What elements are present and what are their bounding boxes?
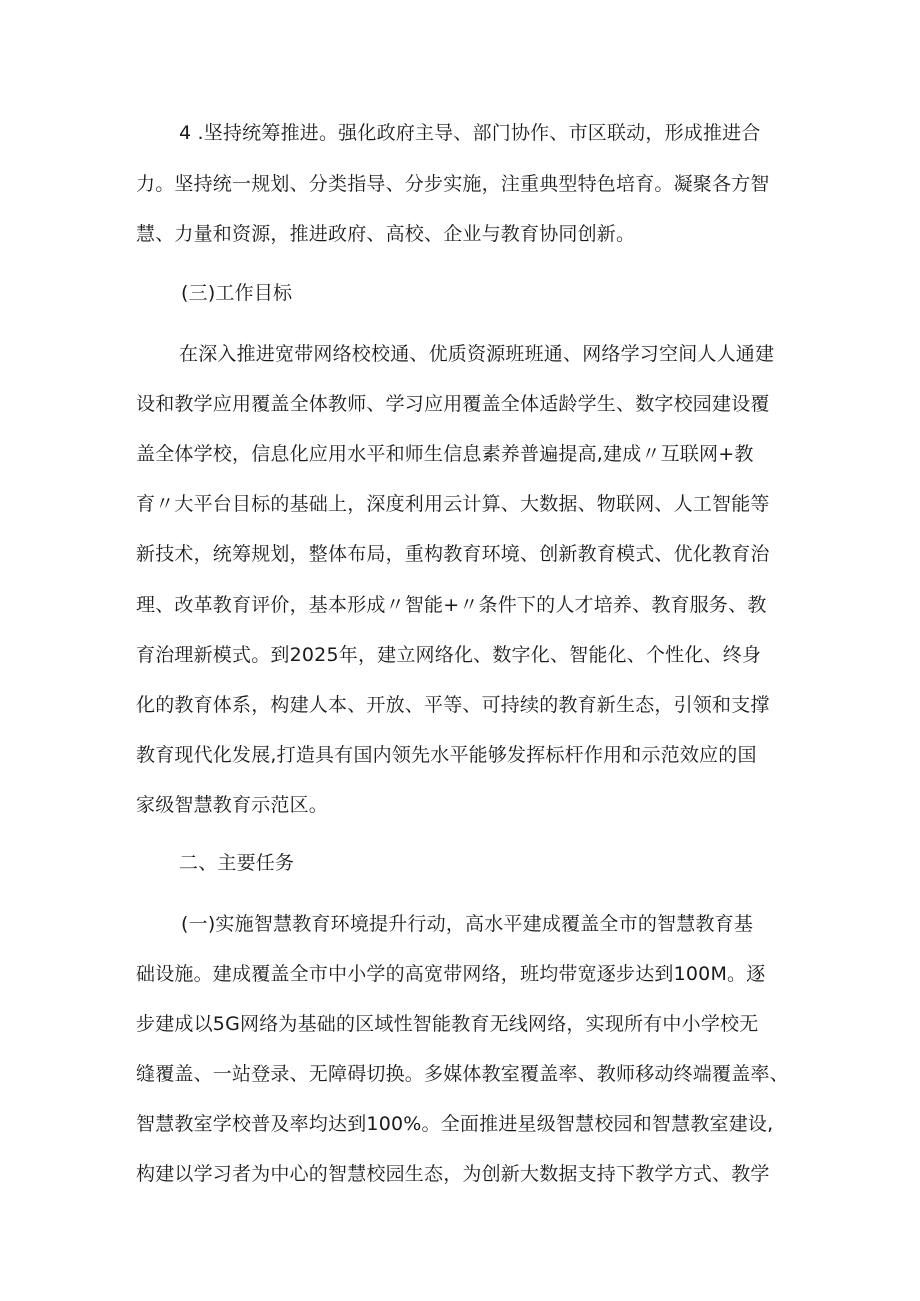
paragraph-goal-line-3: 盖全体学校，信息化应用水平和师生信息素养普遍提高,建成〃互联网+教 <box>136 443 754 465</box>
paragraph-4-line-2: 力。坚持统一规划、分类指导、分步实施，注重典型特色培育。凝聚各方智 <box>136 173 770 195</box>
paragraph-goal-line-1: 在深入推进宽带网络校校通、优质资源班班通、网络学习空间人人通建 <box>179 343 775 365</box>
section-heading-main-tasks: 二、主要任务 <box>179 852 295 874</box>
paragraph-task1-line-6: 构建以学习者为中心的智慧校园生态，为创新大数据支持下教学方式、教学 <box>136 1163 770 1185</box>
paragraph-goal-line-5: 新技术，统筹规划，整体布局，重构教育环境、创新教育模式、优化教育治 <box>136 543 770 565</box>
paragraph-task1-line-3: 步建成以5G网络为基础的区域性智能教育无线网络，实现所有中小学校无 <box>136 1013 759 1035</box>
paragraph-task1-line-2: 础设施。建成覆盖全市中小学的高宽带网络，班均带宽逐步达到100M。逐 <box>136 963 766 985</box>
paragraph-goal-line-6: 理、改革教育评价，基本形成〃智能+〃条件下的人才培养、教育服务、教 <box>136 594 767 616</box>
paragraph-goal-line-7: 育治理新模式。到2025年，建立网络化、数字化、智能化、个性化、终身 <box>136 644 762 666</box>
paragraph-task1-line-4: 缝覆盖、一站登录、无障碍切换。多媒体教室覆盖率、教师移动终端覆盖率、 <box>136 1063 789 1085</box>
paragraph-goal-line-9: 教育现代化发展,打造具有国内领先水平能够发挥标杆作用和示范效应的国 <box>136 744 757 766</box>
paragraph-task1-line-5: 智慧教室学校普及率均达到100%。全面推进星级智慧校园和智慧教室建设, <box>136 1113 774 1135</box>
paragraph-goal-line-10: 家级智慧教育示范区。 <box>136 794 329 816</box>
paragraph-task1-line-1: (一)实施智慧教育环境提升行动，高水平建成覆盖全市的智慧教育基 <box>181 913 754 935</box>
paragraph-goal-line-2: 设和教学应用覆盖全体教师、学习应用覆盖全体适龄学生、数字校园建设覆 <box>136 393 770 415</box>
paragraph-goal-line-4: 育〃大平台目标的基础上，深度利用云计算、大数据、物联网、人工智能等 <box>136 493 770 515</box>
paragraph-goal-line-8: 化的教育体系，构建人本、开放、平等、可持续的教育新生态，引领和支撑 <box>136 694 770 716</box>
paragraph-4-line-1: 4 .坚持统筹推进。强化政府主导、部门协作、市区联动，形成推进合 <box>179 122 761 144</box>
section-heading-work-goals: (三)工作目标 <box>181 282 293 304</box>
paragraph-4-line-3: 慧、力量和资源，推进政府、高校、企业与教育协同创新。 <box>136 223 636 245</box>
